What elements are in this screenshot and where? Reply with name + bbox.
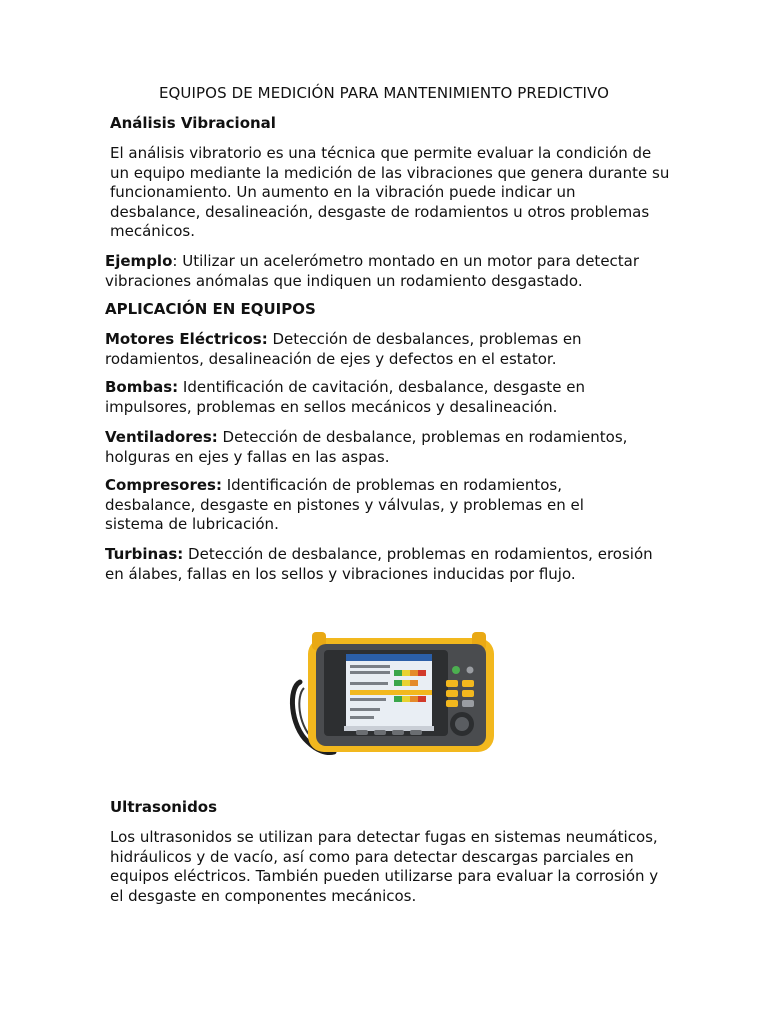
example-text: : Utilizar un acelerómetro montado en un motor para detectar vibraciones anómalas que indiquen un rodamiento desgastado. bbox=[105, 252, 640, 290]
application-item bbox=[105, 330, 665, 369]
example-label: Ejemplo bbox=[105, 252, 173, 270]
vibration-paragraph: El análisis vibratorio es una técnica que permite evaluar la condición de un equipo mediante la medición de las vibraciones que genera durante su funcionamiento. Un aumento en la vibración puede indicar un desbalance, desalineación, desgaste de rodamientos u otros problemas mecánicos. bbox=[110, 144, 670, 241]
application-item bbox=[105, 378, 665, 417]
application-item-text: Detección de desbalance, problemas en rodamientos, holguras en ejes y fallas en las aspas. bbox=[105, 428, 628, 466]
ultrasound-paragraph: Los ultrasonidos se utilizan para detectar fugas en sistemas neumáticos, hidráulicos y de vacío, así como para detectar descargas parciales en equipos eléctricos. También pueden utilizarse para evaluar la corrosión y el desgaste en componentes mecánicos. bbox=[110, 828, 659, 905]
application-item bbox=[105, 545, 665, 584]
application-item-label: Motores Eléctricos: bbox=[105, 330, 268, 348]
section-heading-ultrasound: Ultrasonidos bbox=[110, 798, 218, 816]
application-item-label: Turbinas: bbox=[105, 545, 184, 563]
example-paragraph bbox=[105, 252, 665, 291]
application-item-text: Detección de desbalances, problemas en rodamientos, desalineación de ejes y defectos en el estator. bbox=[105, 330, 582, 368]
application-item bbox=[105, 428, 665, 467]
application-item-label: Ventiladores: bbox=[105, 428, 218, 446]
application-item-text: Identificación de problemas en rodamientos, desbalance, desgaste en pistones y válvulas, y problemas en el sistema de lubricación. bbox=[105, 476, 584, 534]
application-item bbox=[105, 476, 625, 535]
vibration-tester-device-icon bbox=[286, 630, 500, 760]
document-title: EQUIPOS DE MEDICIÓN PARA MANTENIMIENTO PREDICTIVO bbox=[158, 84, 610, 102]
section-heading-application: APLICACIÓN EN EQUIPOS bbox=[105, 300, 316, 318]
application-item-text: Identificación de cavitación, desbalance, desgaste en impulsores, problemas en sellos mecánicos y desalineación. bbox=[105, 378, 585, 416]
application-item-text: Detección de desbalance, problemas en rodamientos, erosión en álabes, fallas en los sellos y vibraciones inducidas por flujo. bbox=[105, 545, 653, 583]
section-heading-vibration: Análisis Vibracional bbox=[110, 114, 276, 132]
application-item-label: Bombas: bbox=[105, 378, 179, 396]
application-item-label: Compresores: bbox=[105, 476, 222, 494]
